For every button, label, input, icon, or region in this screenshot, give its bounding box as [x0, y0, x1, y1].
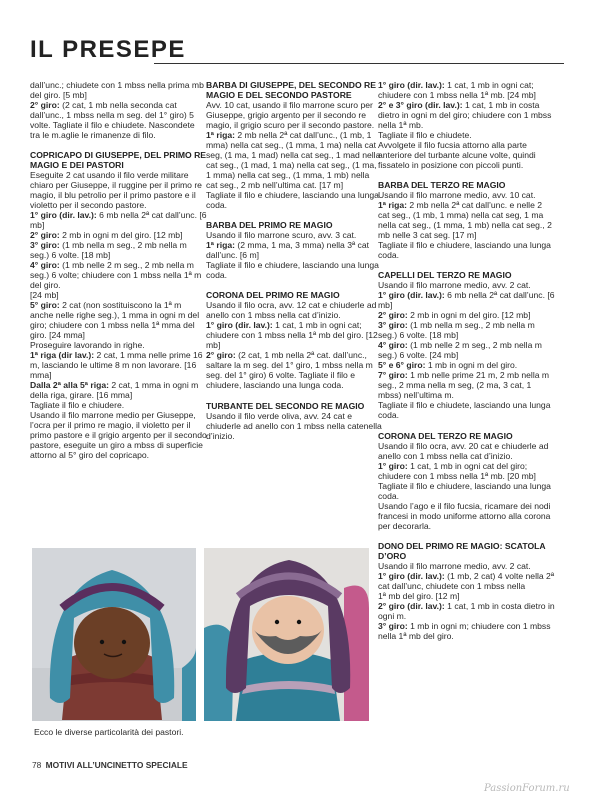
paragraph: [378, 190, 555, 200]
section-heading: COPRICAPO DI GIUSEPPE, DEL PRIMO RE MAGIO E DEI PASTORI: [30, 150, 207, 171]
paragraph-text: Usando il filo marrone scuro, avv. 3 cat.: [206, 230, 357, 241]
paragraph-text: 1 mb in ogni m; chiudere con 1 mbss nella 1ª mb del giro.: [378, 620, 551, 641]
paragraph-text: 1 cat, 1 mb in costa dietro in ogni m.: [378, 600, 555, 621]
paragraph: [378, 100, 555, 130]
paragraph-text: 1 cat, 1 mb in ogni cat del giro; chiudere con 1 mbss nella 1ª mb. [20 mb]: [378, 460, 536, 481]
paragraph-text: 1ª mb del giro. [12 m]: [378, 590, 460, 601]
paragraph-text: (1 mb, 2 cat) 4 volte nella 2ª cat dall’unc, chiudete con 1 mbss nella: [378, 570, 555, 591]
paragraph-text: 2 mb in ogni m del giro. [12 mb]: [59, 230, 183, 241]
paragraph: [378, 130, 555, 140]
paragraph: [30, 340, 207, 350]
paragraph-text: Avv. 10 cat, usando il filo marrone scuro per Giuseppe, grigio argento per il secondo re magio, il grigio scuro per il secondo pastore.: [206, 100, 375, 130]
paragraph: [378, 240, 555, 260]
round-label: 1ª riga:: [378, 200, 407, 211]
paragraph: [378, 360, 555, 370]
paragraph-spacer: [206, 280, 383, 290]
paragraph: [378, 290, 555, 310]
round-label: 1° giro:: [378, 460, 408, 471]
title-rule: [154, 63, 564, 64]
paragraph-spacer: [378, 260, 555, 270]
paragraph: [30, 170, 207, 210]
section-heading: CAPELLI DEL TERZO RE MAGIO: [378, 270, 512, 281]
text-column-3: [378, 80, 555, 641]
round-label: 2° e 3° giro (dir. lav.):: [378, 100, 463, 110]
round-label: 1° giro (dir. lav.):: [378, 80, 445, 90]
section-heading: TURBANTE DEL SECONDO RE MAGIO: [206, 400, 365, 411]
paragraph: [378, 561, 555, 571]
paragraph-spacer: [206, 390, 383, 400]
paragraph: [378, 571, 555, 591]
paragraph: [30, 290, 207, 300]
paragraph-text: Usando il filo verde oliva, avv. 24 cat e chiuderle ad anello con 1 mbss nella catenella d’inizio.: [206, 410, 382, 441]
paragraph: [30, 230, 207, 240]
paragraph-text: 6 mb nella 2ª cat dall’unc. [6 mb]: [30, 210, 207, 231]
paragraph: [378, 320, 555, 340]
paragraph: [378, 370, 555, 400]
paragraph-text: Usando il filo marrone medio, avv. 2 cat.: [378, 280, 531, 291]
section-heading: BARBA DEL TERZO RE MAGIO: [378, 180, 506, 191]
paragraph: [30, 380, 207, 400]
page-footer: [32, 760, 188, 770]
paragraph: [206, 230, 383, 240]
paragraph: [378, 481, 555, 501]
paragraph-text: Usando il filo marrone medio, avv. 2 cat.: [378, 560, 531, 571]
paragraph-text: Tagliate il filo e chiudete, lasciando una lunga coda.: [378, 400, 551, 421]
section-heading: BARBA DI GIUSEPPE, DEL SECONDO RE MAGIO E DEL SECONDO PASTORE: [206, 80, 376, 100]
paragraph-text: Tagliate il filo e chiudere, lasciando una lunga coda.: [378, 240, 551, 261]
shepherd-photo-right: [204, 548, 369, 721]
paragraph: [378, 400, 555, 420]
paragraph-text: Avvolgete il filo fucsia attorno alla parte anteriore del turbante alcune volte, quindi fissatelo in posizione con piccoli punti.: [378, 140, 536, 170]
paragraph: [378, 441, 555, 461]
photo-caption: Ecco le diverse particolarità dei pastori.: [34, 727, 184, 737]
round-label: 2° giro:: [30, 230, 60, 241]
paragraph-text: 1 mb in ogni m del giro.: [425, 360, 518, 371]
paragraph: [30, 80, 207, 100]
paragraph: [378, 601, 555, 621]
crochet-shepherd-illustration: [32, 548, 196, 721]
paragraph: [30, 400, 207, 410]
paragraph-text: Tagliate il filo e chiudere, lasciando una lunga coda.: [206, 190, 379, 210]
round-label: 1° giro (dir. lav.):: [30, 210, 97, 221]
paragraph: [30, 260, 207, 290]
paragraph-text: (2 cat, 1 mb nella seconda cat dall’unc., 1 mbss nella m seg. del 1° giro) 5 volte. Tagliate il filo e chiudete. Nascondete tra le m.aglie le rimanenze di filo.: [30, 100, 195, 140]
paragraph-text: [24 mb]: [30, 290, 59, 301]
paragraph-text: Usando il filo ocra, avv. 20 cat e chiuderle ad anello con 1 mbss nella cat d’inizio.: [378, 440, 549, 461]
paragraph-text: Usando il filo marrone medio, avv. 10 cat.: [378, 190, 536, 201]
section-heading: DONO DEL PRIMO RE MAGIO: SCATOLA D’ORO: [378, 540, 546, 561]
paragraph-text: Tagliate il filo e chiudere.: [30, 400, 125, 411]
crochet-bearded-shepherd-illustration: [204, 548, 369, 721]
paragraph-text: 6 mb nella 2ª cat dall’unc. [6 mb]: [378, 290, 555, 311]
round-label: 3° giro:: [30, 240, 60, 251]
paragraph: [30, 100, 207, 140]
paragraph: [30, 350, 207, 380]
paragraph: [206, 320, 383, 350]
paragraph: [378, 591, 555, 601]
paragraph-text: Usando l’ago e il filo fucsia, ricamare dei nodi francesi in modo uniforme attorno alla corona per decorarla.: [378, 500, 551, 531]
round-label: Dalla 2ª alla 5ª riga:: [30, 380, 109, 391]
round-label: 3° giro:: [378, 620, 408, 631]
paragraph: [378, 621, 555, 641]
paragraph-text: Tagliate il filo e chiudere, lasciando una lunga coda.: [206, 260, 379, 281]
paragraph-text: (1 mb nella m seg., 2 mb nella m seg.) 6 volte. [18 mb]: [30, 240, 187, 261]
paragraph-text: 2 cat, 1 mma in ogni m della riga, girare. [16 mma]: [30, 380, 199, 401]
paragraph-text: 2 cat (non sostituiscono la 1ª m anche nelle righe seg.), 1 mma in ogni m del giro; chiudere con 1 mbss nella 1ª mma del giro. [24 mma]: [30, 300, 200, 341]
masthead: [0, 0, 590, 74]
paragraph-text: Proseguire lavorando in righe.: [30, 340, 145, 351]
round-label: 3° giro:: [378, 320, 408, 331]
round-label: 7° giro:: [378, 370, 408, 381]
paragraph: [206, 100, 383, 130]
round-label: 5° giro:: [30, 300, 60, 311]
paragraph: [378, 340, 555, 360]
paragraph: [30, 410, 207, 460]
paragraph-text: (1 mb nelle 2 m seg., 2 mb nella m seg.) 6 volte. [24 mb]: [378, 340, 542, 361]
shepherd-photo-left: [32, 548, 196, 721]
text-column-1: [30, 80, 207, 460]
paragraph-text: 2 mb in ogni m del giro. [12 mb]: [407, 310, 531, 321]
paragraph-spacer: [206, 210, 383, 220]
round-label: 1ª riga:: [206, 240, 235, 251]
section-heading: CORONA DEL PRIMO RE MAGIO: [206, 290, 340, 301]
paragraph: [206, 300, 383, 320]
paragraph-text: Tagliate il filo e chiudere, lasciando una lunga coda.: [378, 480, 551, 501]
round-label: 1ª riga (dir lav.):: [30, 350, 95, 361]
paragraph: [30, 210, 207, 230]
magazine-name: MOTIVI ALL’UNCINETTO SPECIALE: [45, 760, 188, 770]
paragraph-spacer: [378, 531, 555, 541]
paragraph: [378, 140, 555, 170]
paragraph-text: Usando il filo marrone medio per Giuseppe, l’ocra per il primo re magio, il violetto per il primo pastore e il grigio argento per il secondo pastore, eseguite un giro a mbss di superficie attorno al 5° giro del copricapo.: [30, 410, 207, 461]
paragraph: [378, 461, 555, 481]
round-label: 4° giro:: [30, 260, 60, 271]
paragraph: [206, 411, 383, 441]
paragraph: [206, 260, 383, 280]
paragraph: [30, 300, 207, 340]
paragraph-text: 2 mb nella 2ª cat dall’unc., (1 mb, 1 mma) nella cat seg., (1 mma, 1 ma) nella cat seg, (1 ma, 1 mad) nella cat seg., 1 mad nella cat seg., (1 mad, 1 ma) nella cat seg., (1 ma, 1 mma) nella cat seg., (1 mma, 1 mb) nella cat seg., 2 mb nell’ultima cat. [17 m]: [206, 130, 381, 190]
paragraph-text: Usando il filo ocra, avv. 12 cat e chiuderle ad anello con 1 mbss nella cat d’inizio.: [206, 300, 377, 321]
text-column-2: [206, 80, 383, 441]
round-label: 2° giro:: [30, 100, 60, 110]
paragraph: [378, 80, 555, 100]
round-label: 1ª riga:: [206, 130, 235, 140]
paragraph-text: 1 cat, 1 mb in ogni cat; chiudere con 1 mbss nella 1ª mb del giro. [12 mb]: [206, 320, 378, 351]
paragraph-text: 1 mb nelle prime 21 m, 2 mb nella m seg., 2 mma nella m seg, (2 ma, 3 cat, 1 mbss) nell’ultima m.: [378, 370, 550, 401]
paragraph: [378, 310, 555, 320]
paragraph-spacer: [378, 170, 555, 180]
paragraph: [206, 190, 383, 210]
round-label: 5° e 6° giro:: [378, 360, 426, 371]
section-heading: BARBA DEL PRIMO RE MAGIO: [206, 220, 333, 231]
paragraph: [206, 130, 383, 190]
round-label: 2° giro:: [378, 310, 408, 321]
paragraph: [378, 501, 555, 531]
paragraph-text: (2 mma, 1 ma, 3 mma) nella 3ª cat dall’unc. [6 m]: [206, 240, 370, 261]
round-label: 1° giro (dir. lav.):: [378, 290, 445, 301]
round-label: 2° giro:: [206, 350, 236, 361]
paragraph-spacer: [378, 420, 555, 430]
paragraph: [30, 240, 207, 260]
section-title: IL PRESEPE: [30, 36, 186, 63]
watermark: PassionForum.ru: [484, 783, 570, 794]
paragraph: [378, 200, 555, 240]
paragraph-text: dall’unc.; chiudete con 1 mbss nella prima mb del giro. [5 mb]: [30, 80, 204, 100]
paragraph-text: (2 cat, 1 mb nella 2ª cat. dall’unc., saltare la m seg. del 1° giro, 1 mbss nella m seg. del 1° giro) 6 volte. Tagliate il filo e chiudere, lasciando una lunga coda.: [206, 350, 373, 391]
paragraph-text: 2 cat, 1 mma nelle prime 16 m, lasciando le ultime 8 m non lavorare. [16 mma]: [30, 350, 203, 381]
paragraph-text: Tagliate il filo e chiudete.: [378, 130, 472, 140]
paragraph: [206, 350, 383, 390]
paragraph: [378, 280, 555, 290]
section-heading: CORONA DEL TERZO RE MAGIO: [378, 430, 513, 441]
round-label: 4° giro:: [378, 340, 408, 351]
paragraph-text: 1 cat, 1 mb in costa dietro in ogni m del giro; chiudere con 1 mbss nella 1ª mb.: [378, 100, 552, 130]
paragraph-spacer: [30, 140, 207, 150]
round-label: 1° giro (dir. lav.):: [378, 570, 445, 581]
paragraph-text: (1 mb nelle 2 m seg., 2 mb nella m seg.) 6 volte; chiudere con 1 mbss nella 1ª m del giro.: [30, 260, 202, 291]
paragraph: [206, 240, 383, 260]
paragraph-text: Eseguite 2 cat usando il filo verde militare chiaro per Giuseppe, il ruggine per il primo re magio, il blu petrolio per il primo pastore e il violetto per il secondo pastore.: [30, 170, 202, 211]
page-number: 78: [32, 760, 42, 770]
round-label: 2° giro (dir. lav.):: [378, 600, 445, 611]
paragraph-text: (1 mb nella m seg., 2 mb nella m seg.) 6 volte. [18 mb]: [378, 320, 535, 341]
round-label: 1° giro (dir. lav.):: [206, 320, 273, 331]
paragraph-text: 2 mb nella 2ª cat dall’unc. e nelle 2 cat seg., (1 mb, 1 mma) nella cat seg, 1 ma nella cat seg., (1 mma, 1 mb) nella cat seg., 2 mb nelle 3 cat seg. [17 m]: [378, 200, 552, 241]
paragraph-text: 1 cat, 1 mb in ogni cat; chiudere con 1 mbss nella 1ª mb. [24 mb]: [378, 80, 536, 100]
